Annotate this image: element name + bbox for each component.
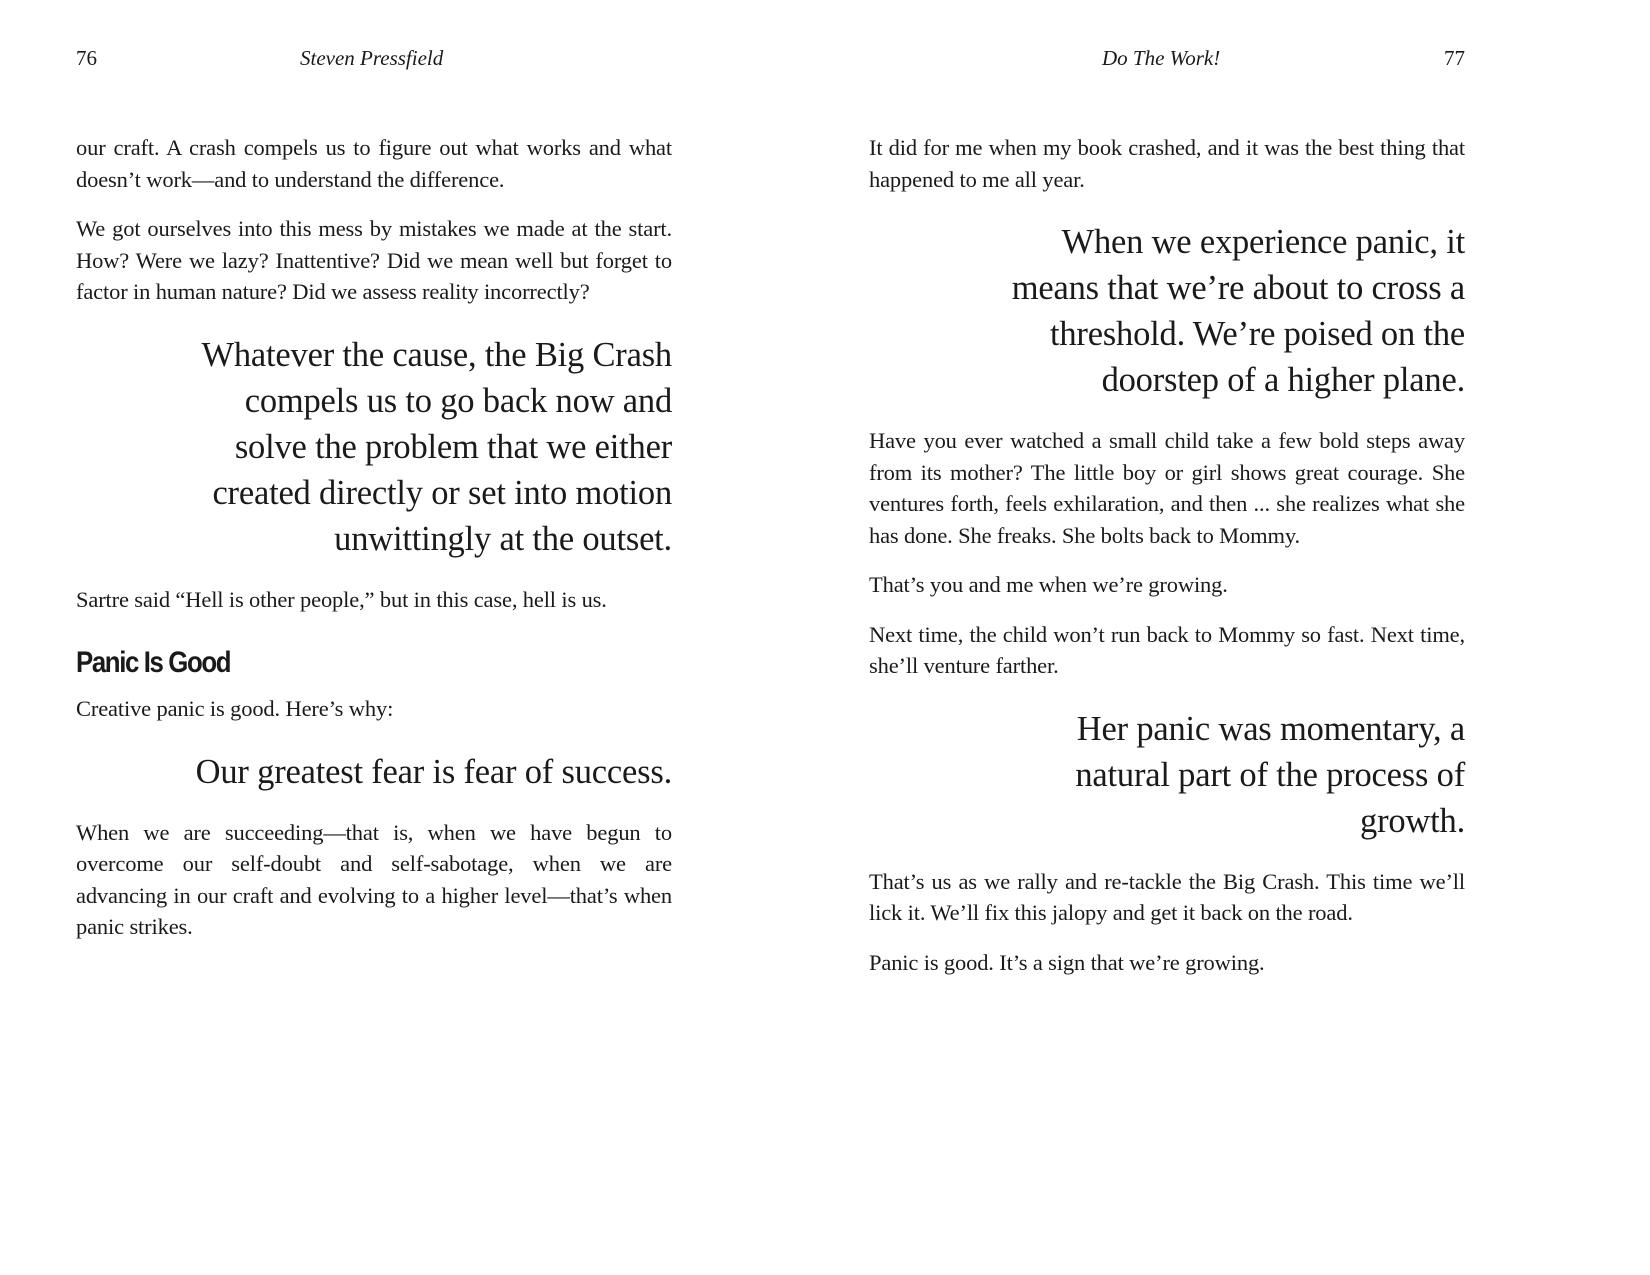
paragraph: our craft. A crash compels us to figure out what works and what doesn’t work—and to understand the difference. — [76, 135, 672, 192]
paragraph: That’s you and me when we’re growing. — [869, 572, 1228, 597]
page-number: 76 — [76, 46, 97, 70]
paragraph: Have you ever watched a small child take a few bold steps away from its mother? The little boy or girl shows great courage. She ventures forth, feels exhilaration, and then ... she realizes what she has done. She freaks. She bolts back to Mommy. — [869, 428, 1465, 548]
paragraph: We got ourselves into this mess by mistakes we made at the start. How? Were we lazy? Inattentive? Did we mean well but forget to factor in human nature? Did we assess reality incorrectly? — [76, 216, 672, 304]
running-head — [76, 46, 672, 76]
pull-quote: When we experience panic, it means that we’re about to cross a threshold. We’re poised on the doorstep of a higher plane. — [1011, 223, 1465, 399]
pull-quote: Whatever the cause, the Big Crash compels us to go back now and solve the problem that we either created directly or set into motion unwittingly at the outset. — [201, 335, 672, 558]
paragraph: Creative panic is good. Here’s why: — [76, 696, 394, 721]
author-running-head: Steven Pressfield — [300, 46, 444, 70]
page-number: 77 — [1444, 46, 1465, 70]
paragraph: It did for me when my book crashed, and it was the best thing that happened to me all year. — [869, 135, 1465, 192]
page-body — [76, 132, 672, 961]
book-title-running-head: Do The Work! — [1102, 46, 1221, 70]
pull-quote: Her panic was momentary, a natural part of the process of growth. — [1075, 709, 1465, 840]
right-page — [869, 0, 1465, 1275]
paragraph: When we are succeeding—that is, when we have begun to overcome our self-doubt and self-sabotage, when we are advancing in our craft and evolving to a higher level—that’s when panic strikes. — [76, 819, 672, 939]
paragraph: Panic is good. It’s a sign that we’re growing. — [869, 949, 1265, 975]
section-heading: Panic Is Good — [76, 646, 231, 679]
paragraph: Next time, the child won’t run back to Mommy so fast. Next time, she’ll venture farther. — [869, 621, 1465, 678]
paragraph: Sartre said “Hell is other people,” but in this case, hell is us. — [76, 586, 607, 612]
left-page — [76, 0, 672, 1275]
running-head — [869, 46, 1465, 76]
pull-quote: Our greatest fear is fear of success. — [195, 752, 672, 791]
paragraph: That’s us as we rally and re-tackle the Big Crash. This time we’ll lick it. We’ll fix this jalopy and get it back on the road. — [869, 868, 1465, 925]
page-body — [869, 132, 1465, 996]
